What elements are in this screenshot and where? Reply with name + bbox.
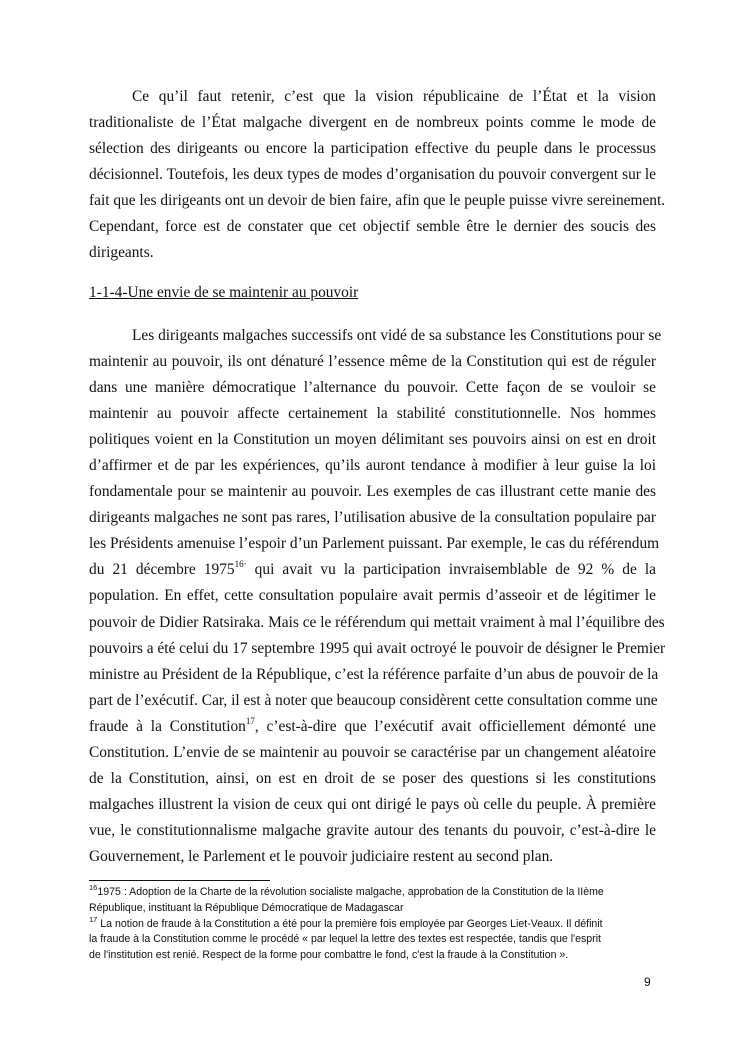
paragraph-1 [89,84,666,266]
text-segment: , c’est-à-dire que l’exécutif avait officiellement démonté une [254,717,656,735]
text-line: pouvoir de Didier Ratsiraka. Mais ce le référendum qui mettait vraiment à mal l’équilibre des [89,613,665,631]
footnote [89,885,656,917]
footnote-reference: 16· [234,559,247,570]
text-line: traditionaliste de l’État malgache divergent en de nombreux points comme le mode de [89,114,656,132]
text-line: maintenir au pouvoir affecte certainement la stabilité constitutionnelle. Nos hommes [89,405,656,423]
text-line: ministre au Président de la République, c’est la référence parfaite d’un abus de pouvoir de la [89,665,659,683]
text-segment: fraude à la Constitution [89,717,246,735]
footnote-reference: 17 [245,715,255,726]
text-line: décisionnel. Toutefois, les deux types de modes d’organisation du pouvoir convergent sur le [89,166,656,184]
footnote-line [89,948,656,964]
text-line [89,714,656,740]
text-line: dirigeants malgaches ne sont pas rares, l’utilisation abusive de la consultation populaire par [89,509,656,527]
text-line [89,557,656,583]
text-line: Constitution. L’envie de se maintenir au pouvoir se caractérise par un changement aléatoire [89,743,656,761]
text-line: Gouvernement, le Parlement et le pouvoir judiciaire restent au second plan. [89,847,554,865]
text-segment: du 21 décembre 1975 [89,561,235,579]
text-line: fait que les dirigeants ont un devoir de bien faire, afin que le peuple puisse vivre sereinement. [89,192,666,210]
footnote-number: 16 [89,883,98,892]
text-line: d’affirmer et de par les expériences, qu’ils auront tendance à modifier à leur guise la loi [89,457,656,475]
footnote-text: la fraude à la Constitution comme le procédé « par lequel la lettre des textes est respectée, tandis que l'esprit [89,933,601,946]
footnote-line [89,932,656,948]
text-line: dans une manière démocratique l’alternance du pouvoir. Cette façon de se vouloir se [89,379,656,397]
text-line: politiques voient en la Constitution un moyen délimitant ses pouvoirs ainsi on est en droit [89,431,656,449]
text-line: part de l’exécutif. Car, il est à noter que beaucoup considèrent cette consultation comme une [89,691,658,709]
footnote-line [89,885,656,901]
footnote-line [89,901,656,917]
text-line: fondamentale pour se maintenir au pouvoir. Les exemples de cas illustrant cette manie des [89,483,656,501]
text-line: Les dirigeants malgaches successifs ont vidé de sa substance les Constitutions pour se [132,327,662,344]
section-heading: 1-1-4-Une envie de se maintenir au pouvoir [89,284,359,301]
footnote-text: La notion de fraude à la Constitution a été pour la première fois employée par Georges Liet-Veaux. Il définit [97,917,603,930]
text-line: Ce qu’il faut retenir, c’est que la vision républicaine de l’État et la vision [132,88,656,105]
text-line: Cependant, force est de constater que cet objectif semble être le dernier des soucis des [89,218,656,236]
text-line: de la Constitution, ainsi, on est en droit de se poser des questions si les constitutions [89,769,656,787]
footnote-separator [89,880,270,881]
footnote-text: République, instituant la République Démocratique de Madagascar [89,901,404,914]
footnote-number: 17 [89,914,98,924]
text-line: les Présidents amenuise l’espoir d’un Parlement puissant. Par exemple, le cas du référendum [89,535,660,553]
text-segment: qui avait vu la participation invraisemblable de 92 % de la [246,561,656,579]
paragraph-2 [89,323,666,870]
text-line: dirigeants. [89,244,154,262]
page-number: 9 [644,975,651,989]
text-line: vue, le constitutionnalisme malgache gravite autour des tenants du pouvoir, c’est-à-dire le [89,821,656,839]
footnotes [89,885,656,964]
text-line: population. En effet, cette consultation populaire avait permis d’asseoir et de légitimer le [89,587,656,605]
footnote [89,914,656,964]
text-line: maintenir au pouvoir, ils ont dénaturé l’essence même de la Constitution qui est de réguler [89,353,656,371]
text-line: malgaches illustrent la vision de ceux qui ont dirigé le pays où celle du peuple. À première [89,795,656,813]
footnote-text: de l'institution est renié. Respect de la forme pour combattre le fond, c'est la fraude à la Constitution ». [89,949,569,962]
text-line: sélection des dirigeants ou encore la participation effective du peuple dans le processus [89,140,656,158]
text-line: pouvoirs a été celui du 17 septembre 1995 qui avait octroyé le pouvoir de désigner le Premier [89,639,666,657]
footnote-line [89,914,656,933]
footnote-text: 1975 : Adoption de la Charte de la révolution socialiste malgache, approbation de la Constitution de la IIème [97,886,604,898]
